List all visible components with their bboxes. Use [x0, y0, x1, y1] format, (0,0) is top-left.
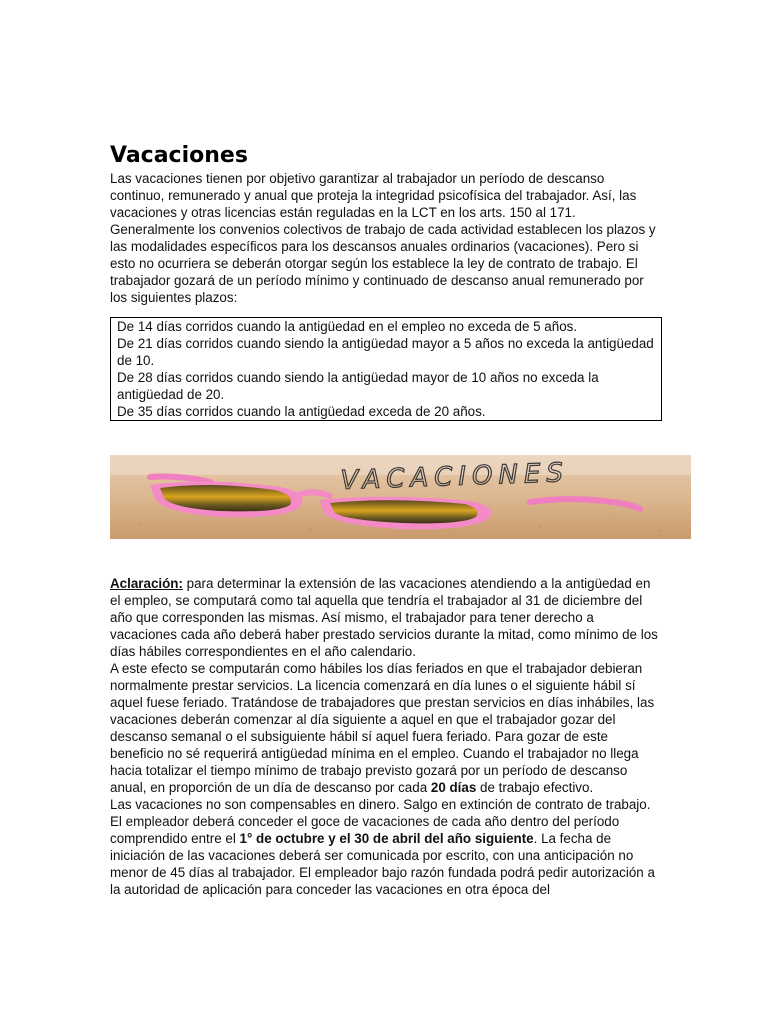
aclaracion-paragraph-1: Aclaración: para determinar la extensión de las vacaciones atendiendo a la antigüedad en el empleo, se computará como tal aquella que tendría el trabajador al 31 de diciembre del año que corresponden las mismas. Así mismo, el trabajador para tener derecho a vacaciones cada año deberá haber prestado servicios durante la mitad, como mínimo de los días hábiles correspondientes en el año calendario.: [110, 576, 658, 659]
aclaracion-paragraph-3: Las vacaciones no son compensables en dinero. Salgo en extinción de contrato de trabajo. El empleador deberá conceder el goce de vacaciones de cada año dentro del período comprendido entre el 1° de octubre y el 30 de abril del año siguiente. La fecha de iniciación de las vacaciones deberá ser comunicada por escrito, con una anticipación no menor de 45 días al trabajador. El empleador bajo razón fundada podrá pedir autorización a la autoridad de aplicación para conceder las vacaciones en otra época del: [110, 797, 655, 897]
intro-paragraph: Las vacaciones tienen por objetivo garantizar al trabajador un período de descanso continuo, remunerado y anual que proteja la integridad psicofísica del trabajador. Así, las vacaciones y otras licencias están reguladas en la LCT en los arts. 150 al 171. Generalmente los convenios colectivos de trabajo de cada actividad establecen los plazos y las modalidades específicos para los descansos anuales ordinarios (vacaciones). Pero si esto no ocurriera se deberán otorgar según los establece la ley de contrato de trabajo. El trabajador gozará de un período mínimo y continuado de descanso anual remunerado por los siguientes plazos:: [110, 171, 656, 305]
term-item: De 28 días corridos cuando siendo la antigüedad mayor de 10 años no exceda la antigüedad de 20.: [117, 370, 599, 402]
vacaciones-banner-image: [110, 455, 691, 539]
term-item: De 14 días corridos cuando la antigüedad en el empleo no exceda de 5 años.: [117, 319, 578, 334]
sunglasses-on-sand-illustration: [110, 455, 691, 539]
banner-text: VACACIONES: [340, 458, 570, 496]
term-item: De 35 días corridos cuando la antigüedad exceda de 20 años.: [117, 404, 486, 419]
document-page: [110, 142, 660, 898]
page-title: Vacaciones: [110, 143, 248, 168]
vacation-terms-box: [110, 317, 662, 421]
aclaracion-paragraph-2: A este efecto se computarán como hábiles los días feriados en que el trabajador debieran normalmente prestar servicios. La licencia comenzará en día lunes o el siguiente hábil sí aquel fuese feriado. Tratándose de trabajadores que prestan servicios en días inhábiles, las vacaciones deberán comenzar al día siguiente a aquel en que el trabajador gozar del descanso semanal o el subsiguiente hábil sí aquel fuera feriado. Para gozar de este beneficio no sé requerirá antigüedad mínima en el empleo. Cuando el trabajador no llega hacia totalizar el tiempo mínimo de trabajo previsto gozará por un período de descanso anual, en proporción de un día de descanso por cada 20 días de trabajo efectivo.: [110, 661, 655, 795]
aclaracion-section: [110, 575, 660, 898]
term-item: De 21 días corridos cuando siendo la antigüedad mayor a 5 años no exceda la antigüedad de 10.: [117, 336, 654, 368]
aclaracion-label: Aclaración:: [110, 576, 183, 591]
